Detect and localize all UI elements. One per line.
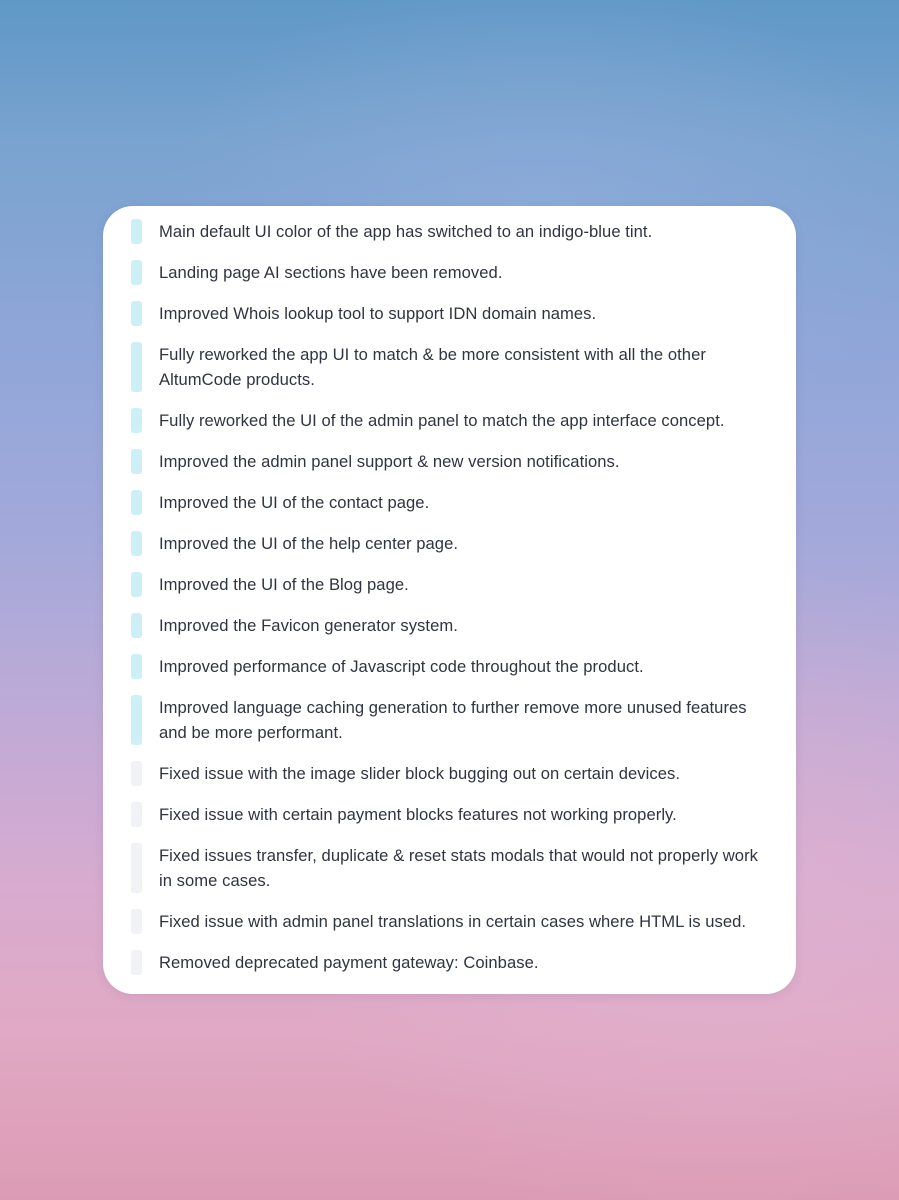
list-item-text: Fully reworked the UI of the admin panel to match the app interface concept. — [159, 411, 725, 430]
list-item — [131, 695, 768, 745]
improvement-marker — [131, 301, 142, 326]
list-item-text: Improved the UI of the Blog page. — [159, 575, 409, 594]
changelog-list — [131, 219, 768, 975]
improvement-marker — [131, 219, 142, 244]
list-item — [131, 950, 768, 975]
list-item — [131, 572, 768, 597]
list-item-text: Improved Whois lookup tool to support IDN domain names. — [159, 304, 597, 323]
list-item-text: Improved the Favicon generator system. — [159, 616, 458, 635]
list-item — [131, 219, 768, 244]
fix-marker — [131, 909, 142, 934]
list-item — [131, 843, 768, 893]
changelog-card — [103, 206, 796, 994]
list-item — [131, 260, 768, 285]
list-item — [131, 301, 768, 326]
list-item — [131, 909, 768, 934]
improvement-marker — [131, 695, 142, 745]
list-item-text: Removed deprecated payment gateway: Coinbase. — [159, 953, 539, 972]
list-item-text: Fixed issues transfer, duplicate & reset stats modals that would not properly work in some cases. — [159, 846, 758, 890]
list-item — [131, 761, 768, 786]
fix-marker — [131, 761, 142, 786]
list-item-text: Improved language caching generation to further remove more unused features and be more performant. — [159, 698, 747, 742]
fix-marker — [131, 843, 142, 893]
list-item-text: Improved the UI of the contact page. — [159, 493, 430, 512]
list-item-text: Improved the admin panel support & new version notifications. — [159, 452, 620, 471]
list-item — [131, 342, 768, 392]
list-item — [131, 654, 768, 679]
improvement-marker — [131, 572, 142, 597]
improvement-marker — [131, 531, 142, 556]
list-item-text: Landing page AI sections have been removed. — [159, 263, 503, 282]
list-item — [131, 449, 768, 474]
list-item — [131, 802, 768, 827]
list-item — [131, 490, 768, 515]
list-item — [131, 531, 768, 556]
list-item-text: Main default UI color of the app has switched to an indigo-blue tint. — [159, 222, 653, 241]
improvement-marker — [131, 613, 142, 638]
improvement-marker — [131, 490, 142, 515]
improvement-marker — [131, 408, 142, 433]
improvement-marker — [131, 342, 142, 392]
fix-marker — [131, 950, 142, 975]
list-item-text: Improved the UI of the help center page. — [159, 534, 459, 553]
list-item-text: Fixed issue with certain payment blocks features not working properly. — [159, 805, 677, 824]
list-item — [131, 613, 768, 638]
improvement-marker — [131, 654, 142, 679]
list-item-text: Fully reworked the app UI to match & be more consistent with all the other AltumCode products. — [159, 345, 706, 389]
list-item-text: Improved performance of Javascript code throughout the product. — [159, 657, 644, 676]
list-item-text: Fixed issue with the image slider block bugging out on certain devices. — [159, 764, 681, 783]
list-item-text: Fixed issue with admin panel translations in certain cases where HTML is used. — [159, 912, 747, 931]
improvement-marker — [131, 260, 142, 285]
improvement-marker — [131, 449, 142, 474]
fix-marker — [131, 802, 142, 827]
list-item — [131, 408, 768, 433]
